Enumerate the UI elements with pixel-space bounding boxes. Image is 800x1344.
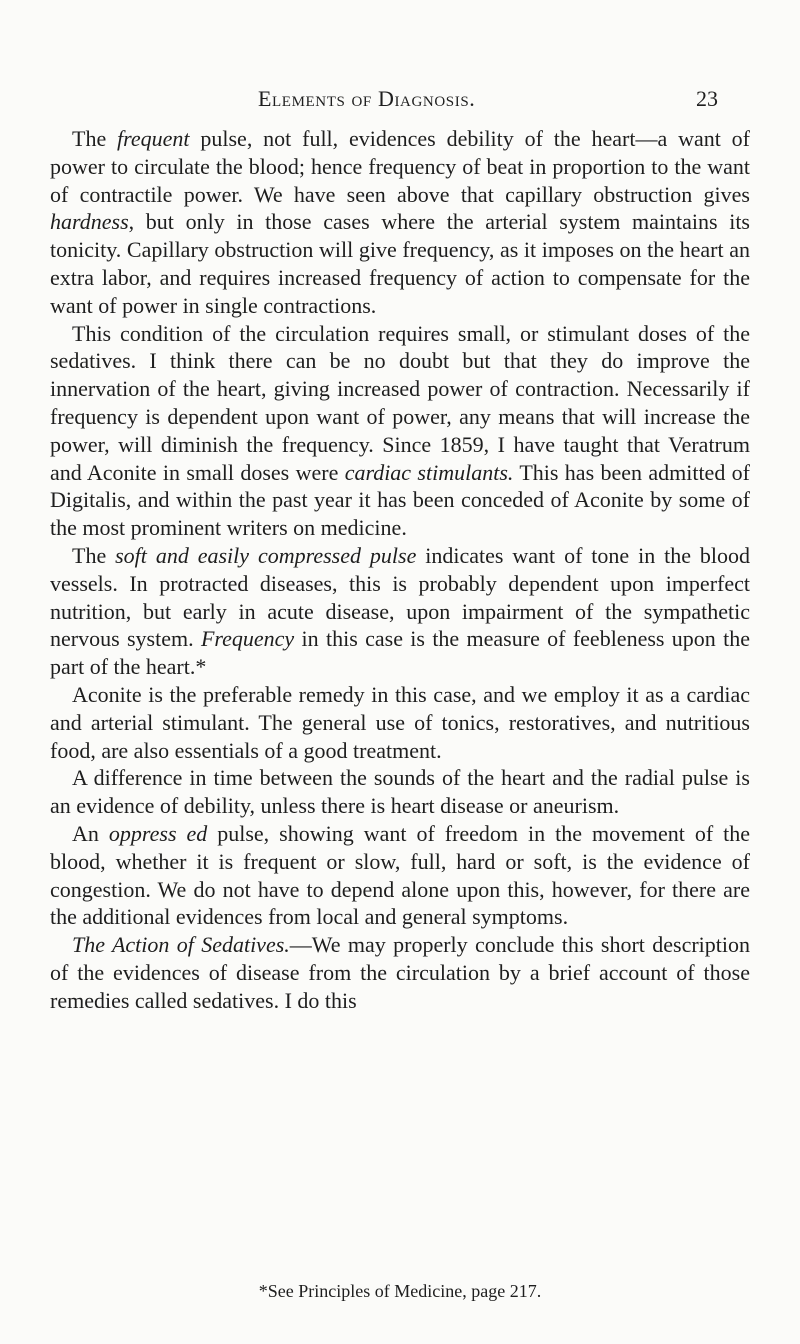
text-run: pulse, not full, evidences debility of the heart—a want of power to circulate the blood; hence frequency of beat in proportion to the want of contractile power. We have seen above that capillary obstruction gives <box>50 126 751 207</box>
text-run: A difference in time between the sounds of the heart and the radial pulse is an evidence of debility, unless there is heart disease or aneurism. <box>50 765 750 819</box>
italic-run: soft and easily compressed pulse <box>115 542 417 568</box>
paragraph-circulation-condition <box>50 320 750 542</box>
text-run: , but only in those cases where the arterial system maintains its tonicity. Capillary obstruction will give frequency, as it imposes on the heart an extra labor, and requires increased frequency of action to compensate for the want of power in single contractions. <box>50 209 750 318</box>
text-run: The <box>72 542 116 568</box>
paragraph-oppressed-pulse <box>50 820 750 931</box>
page-number: 23 <box>696 86 718 111</box>
footnote: *See Principles of Medicine, page 217. <box>258 1281 542 1301</box>
italic-run: frequent <box>117 126 190 151</box>
paragraph-time-difference <box>50 764 750 820</box>
body-text <box>50 125 750 1015</box>
paragraph-soft-pulse <box>50 542 750 681</box>
page-header <box>258 86 718 116</box>
text-run: indicates want of tone in the blood vessels. In protracted diseases, this is probably dependent upon imperfect nutrition, but early in acute disease, upon impairment of the sympathetic nervous system. <box>50 542 751 652</box>
paragraph-aconite <box>50 681 750 764</box>
italic-run: oppress ed <box>108 820 208 846</box>
text-run: This condition of the circulation requires small, or stimulant doses of the sedatives. I think there can be no doubt but that they do improve the innervation of the heart, giving increased power of contraction. Necessarily if frequency is dependent upon want of power, any means that will increase the power, will diminish the frequency. Since 1859, I have taught that Veratrum and Aconite in small doses were <box>50 320 750 485</box>
italic-run: The Action of Sedatives. <box>72 932 290 958</box>
running-title: Elements of Diagnosis. <box>258 86 476 111</box>
text-run: pulse, showing want of freedom in the movement of the blood, whether it is frequent or slow, full, hard or soft, is the evidence of congestion. We do not have to depend alone upon this, however, for there are the additional evidences from local and general symptoms. <box>50 820 751 930</box>
text-run: Aconite is the preferable remedy in this case, and we employ it as a cardiac and arterial stimulant. The general use of tonics, restoratives, and nutritious food, are also essentials of a good treatment. <box>50 681 750 763</box>
text-run: An <box>72 820 109 846</box>
text-run: This has been admitted of Digitalis, and within the past year it has been conceded of Aconite by some of the most prominent writers on medicine. <box>50 459 750 541</box>
text-run: in this case is the measure of feebleness upon the part of the heart.* <box>50 626 751 680</box>
text-run: The <box>72 126 118 151</box>
paragraph-frequent-pulse <box>50 125 750 320</box>
italic-run: hardness <box>50 209 129 235</box>
italic-run: cardiac stimulants. <box>344 459 514 485</box>
paragraph-action-of-sedatives <box>50 931 750 1014</box>
italic-run: Frequency <box>200 626 295 652</box>
text-run: —We may properly conclude this short description of the evidences of disease from the circulation by a brief account of those remedies called sedatives. I do this <box>50 932 750 1013</box>
